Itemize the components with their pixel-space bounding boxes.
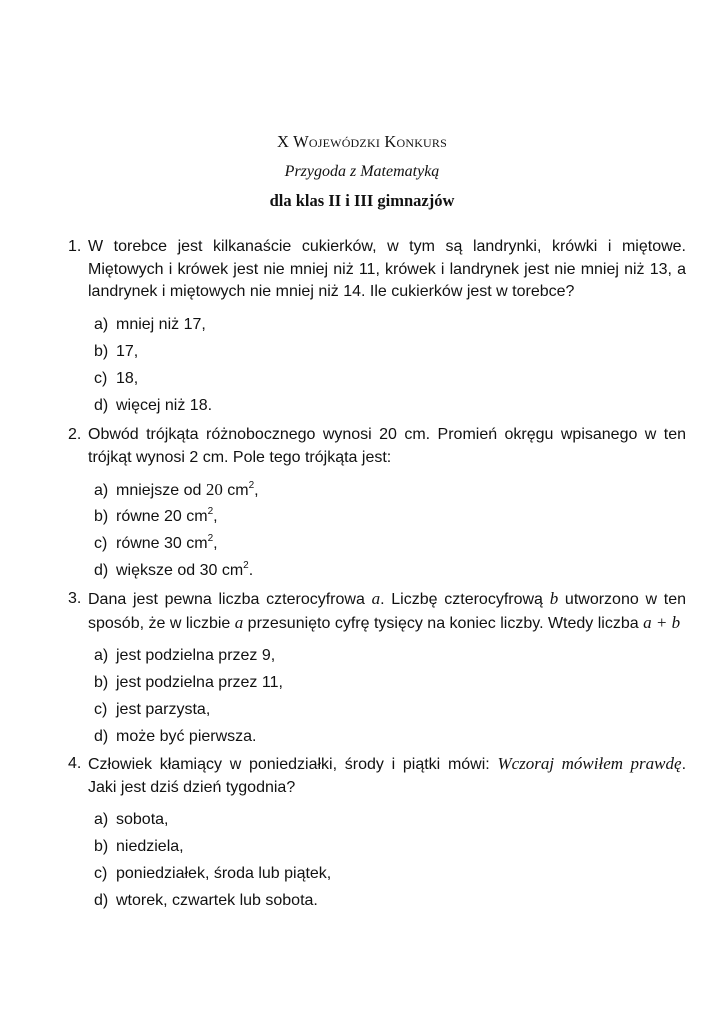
option-letter: a) [94,811,109,828]
option-letter: d) [94,728,109,745]
text-segment: . Liczbę czterocyfrową [380,591,550,608]
option-c[interactable] [94,696,686,723]
question-1 [68,236,686,419]
option-a[interactable] [94,642,686,669]
superscript: 2 [243,560,249,571]
option-letter: d) [94,892,109,909]
option-letter: b) [94,508,109,525]
option-d[interactable] [94,557,686,584]
option-d[interactable] [94,887,686,914]
question-text [88,588,686,635]
option-text: większe od 30 cm [116,562,244,579]
math-variable: a [234,612,244,632]
option-text: 17, [116,342,139,360]
contest-title: X Wojewódzki Konkurs [276,132,447,151]
option-text: równe 20 cm [116,508,208,525]
option-text: jest parzysta, [116,701,211,718]
option-letter: b) [94,342,109,360]
option-text: 18, [116,369,139,387]
math-variable: b [549,589,559,608]
option-text: sobota, [116,811,169,828]
answer-options [94,311,686,419]
option-b[interactable] [94,503,686,530]
option-text: mniej niż 17, [116,315,206,333]
question-number: 3. [68,590,82,607]
option-a[interactable] [94,476,686,503]
question-3 [68,588,686,750]
option-c[interactable] [94,365,686,392]
option-letter: c) [94,369,108,387]
unit-text: cm [222,482,249,499]
option-b[interactable] [94,833,686,860]
option-letter: c) [94,535,108,552]
option-text: jest podzielna przez 9, [116,647,276,664]
contest-subtitle: Przygoda z Matematyką [284,163,440,180]
answer-options [94,806,686,914]
text-segment: . Jaki jest dziś dzień tygodnia? [88,756,687,796]
answer-options [94,642,686,750]
question-text: W torebce jest kilkanaście cukierków, w tym są landrynki, krówki i miętowe. Miętowych i krówek jest nie mniej niż 11, krówek i landrynek jest nie mniej niż 13, a landrynek i miętowych nie mniej niż 14. Ile cukierków jest w torebce? [88,238,686,300]
text-segment: Człowiek kłamiący w poniedziałki, środy i piątki mówi: [88,756,498,773]
punctuation: , [254,482,259,499]
math-number: 20 [205,480,223,499]
punctuation: , [213,535,218,552]
option-a[interactable] [94,311,686,338]
text-segment: utworzono w ten sposób, że w liczbie [88,591,687,632]
option-letter: a) [94,315,109,333]
math-variable: a [371,589,381,608]
superscript: 2 [248,480,255,491]
text-segment: przesunięto cyfrę tysięcy na koniec liczby. Wtedy liczba [243,614,644,632]
question-number: 1. [68,238,82,255]
option-letter: d) [94,396,109,414]
option-c[interactable] [94,530,686,557]
option-text: jest podzielna przez 11, [116,674,283,691]
question-number: 4. [68,755,82,772]
superscript: 2 [207,533,214,544]
question-number: 2. [68,426,82,443]
punctuation: . [248,562,254,579]
option-c[interactable] [94,860,686,887]
option-text: niedziela, [116,838,184,855]
quoted-statement: Wczoraj mówiłem prawdę [497,754,682,773]
option-text: poniedziałek, środa lub piątek, [116,865,332,882]
option-letter: d) [94,562,109,579]
option-letter: c) [94,701,108,718]
option-d[interactable] [94,392,686,419]
option-a[interactable] [94,806,686,833]
question-text: Obwód trójkąta różnobocznego wynosi 20 cm. Promień okręgu wpisanego w ten trójkąt wynosi 2 cm. Pole tego trójkąta jest: [88,426,686,466]
question-2 [68,424,686,584]
question-4 [68,753,686,914]
text-segment: Dana jest pewna liczba czterocyfrowa [88,591,372,608]
superscript: 2 [207,506,214,517]
option-b[interactable] [94,669,686,696]
option-text: więcej niż 18. [116,396,213,414]
option-text: równe 30 cm [116,535,208,552]
option-text: mniejsze od [116,482,206,499]
option-d[interactable] [94,723,686,750]
answer-options [94,476,686,584]
option-b[interactable] [94,338,686,365]
punctuation: , [213,508,218,525]
option-text: wtorek, czwartek lub sobota. [116,892,318,909]
option-letter: b) [94,838,109,855]
question-text [88,753,686,799]
option-letter: c) [94,865,108,882]
option-letter: b) [94,674,109,691]
option-letter: a) [94,482,109,499]
math-expression: a + b [643,612,681,632]
option-letter: a) [94,647,109,664]
option-text: może być pierwsza. [116,728,257,745]
grade-label: dla klas II i III gimnazjów [269,191,455,210]
